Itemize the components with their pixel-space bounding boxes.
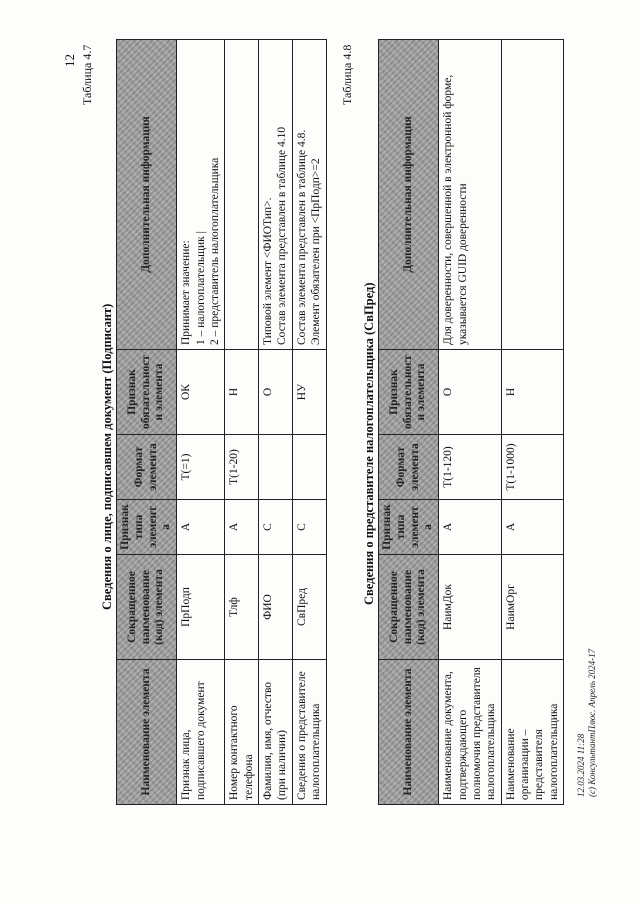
table-row bbox=[259, 40, 293, 805]
element-format-cell: T(1-120) bbox=[439, 435, 502, 500]
element-format-cell: T(=1) bbox=[177, 435, 225, 500]
element-type-cell: А bbox=[177, 500, 225, 555]
table-row bbox=[225, 40, 259, 805]
element-info-cell bbox=[501, 40, 564, 350]
element-type-cell: А bbox=[439, 500, 502, 555]
element-code-cell: СвПред bbox=[292, 555, 326, 660]
info-line: Элемент обязателен при <ПрПодп>=2 bbox=[310, 158, 323, 345]
element-name-cell: Наименование документа, подтверждающего полномочия представителя налогоплательщика bbox=[439, 660, 502, 805]
table-4-7 bbox=[116, 39, 327, 805]
header-cell: Признак обязательности элемента bbox=[379, 350, 439, 435]
element-format-cell: T(1-20) bbox=[225, 435, 259, 500]
header-cell: Сокращенное наименование (код) элемента bbox=[379, 555, 439, 660]
header-cell: Признак обязательности элемента bbox=[117, 350, 177, 435]
table-row bbox=[177, 40, 225, 805]
table-row bbox=[292, 40, 326, 805]
element-type-cell: А bbox=[225, 500, 259, 555]
element-required-cell: О bbox=[259, 350, 293, 435]
stamp-date: 12.03.2024 11:28 bbox=[576, 733, 586, 797]
page-number: 12 bbox=[62, 54, 77, 67]
stamp-source: (с) КонсультантПлюс. Апрель 2024-17 bbox=[587, 648, 598, 797]
header-cell: Формат элемента bbox=[379, 435, 439, 500]
table-4-8-label: Таблица 4.8 bbox=[340, 44, 354, 105]
table-row bbox=[439, 40, 502, 805]
element-code-cell: ФИО bbox=[259, 555, 293, 660]
element-info-cell bbox=[439, 40, 502, 350]
table-4-8-header-row bbox=[379, 40, 439, 805]
element-type-cell: А bbox=[501, 500, 564, 555]
element-code-cell: НаимОрг bbox=[501, 555, 564, 660]
element-required-cell: НУ bbox=[292, 350, 326, 435]
element-name-cell: Признак лица, подписавшего документ bbox=[177, 660, 225, 805]
table-4-8-caption: Сведения о представителе налогоплательщика (СвПред) bbox=[362, 282, 376, 605]
element-format-cell: T(1-1000) bbox=[501, 435, 564, 500]
element-format-cell bbox=[292, 435, 326, 500]
print-stamp bbox=[576, 649, 599, 797]
header-cell: Признак типа элемента bbox=[379, 500, 439, 555]
table-4-7-header-row bbox=[117, 40, 177, 805]
table-4-7-label: Таблица 4.7 bbox=[80, 44, 94, 105]
element-required-cell: ОК bbox=[177, 350, 225, 435]
info-line: Типовой элемент <ФИОТип>. bbox=[262, 197, 275, 345]
table-4-8 bbox=[378, 39, 564, 805]
header-cell: Наименование элемента bbox=[379, 660, 439, 805]
info-line: Для доверенности, совершенной в электронной форме, указывается GUID доверенности bbox=[442, 74, 469, 345]
element-name-cell: Наименование организации – представителя налогоплательщика bbox=[501, 660, 564, 805]
info-line: Состав элемента представлен в таблице 4.10 bbox=[276, 126, 289, 345]
header-cell: Дополнительная информация bbox=[379, 40, 439, 350]
header-cell: Сокращенное наименование (код) элемента bbox=[117, 555, 177, 660]
info-line: Состав элемента представлен в таблице 4.8. bbox=[295, 129, 308, 345]
element-code-cell: ПрПодп bbox=[177, 555, 225, 660]
element-info-cell bbox=[292, 40, 326, 350]
info-line: 1 – налогоплательщик | bbox=[194, 231, 207, 345]
element-name-cell: Сведения о представителе налогоплательщика bbox=[292, 660, 326, 805]
element-required-cell: О bbox=[439, 350, 502, 435]
element-format-cell bbox=[259, 435, 293, 500]
element-type-cell: С bbox=[292, 500, 326, 555]
info-line: 2 – представитель налогоплательщика bbox=[208, 157, 221, 345]
header-cell: Дополнительная информация bbox=[117, 40, 177, 350]
header-cell: Признак типа элемента bbox=[117, 500, 177, 555]
element-name-cell: Номер контактного телефона bbox=[225, 660, 259, 805]
element-required-cell: Н bbox=[225, 350, 259, 435]
element-required-cell: Н bbox=[501, 350, 564, 435]
element-info-cell bbox=[177, 40, 225, 350]
header-cell: Формат элемента bbox=[117, 435, 177, 500]
element-name-cell: Фамилия, имя, отчество (при наличии) bbox=[259, 660, 293, 805]
table-4-7-caption: Сведения о лице, подписавшем документ (Подписант) bbox=[100, 303, 114, 610]
header-cell: Наименование элемента bbox=[117, 660, 177, 805]
element-code-cell: НаимДок bbox=[439, 555, 502, 660]
element-type-cell: С bbox=[259, 500, 293, 555]
table-row bbox=[501, 40, 564, 805]
element-code-cell: Тлф bbox=[225, 555, 259, 660]
element-info-cell bbox=[259, 40, 293, 350]
info-line: Принимает значение: bbox=[180, 240, 193, 345]
element-info-cell bbox=[225, 40, 259, 350]
